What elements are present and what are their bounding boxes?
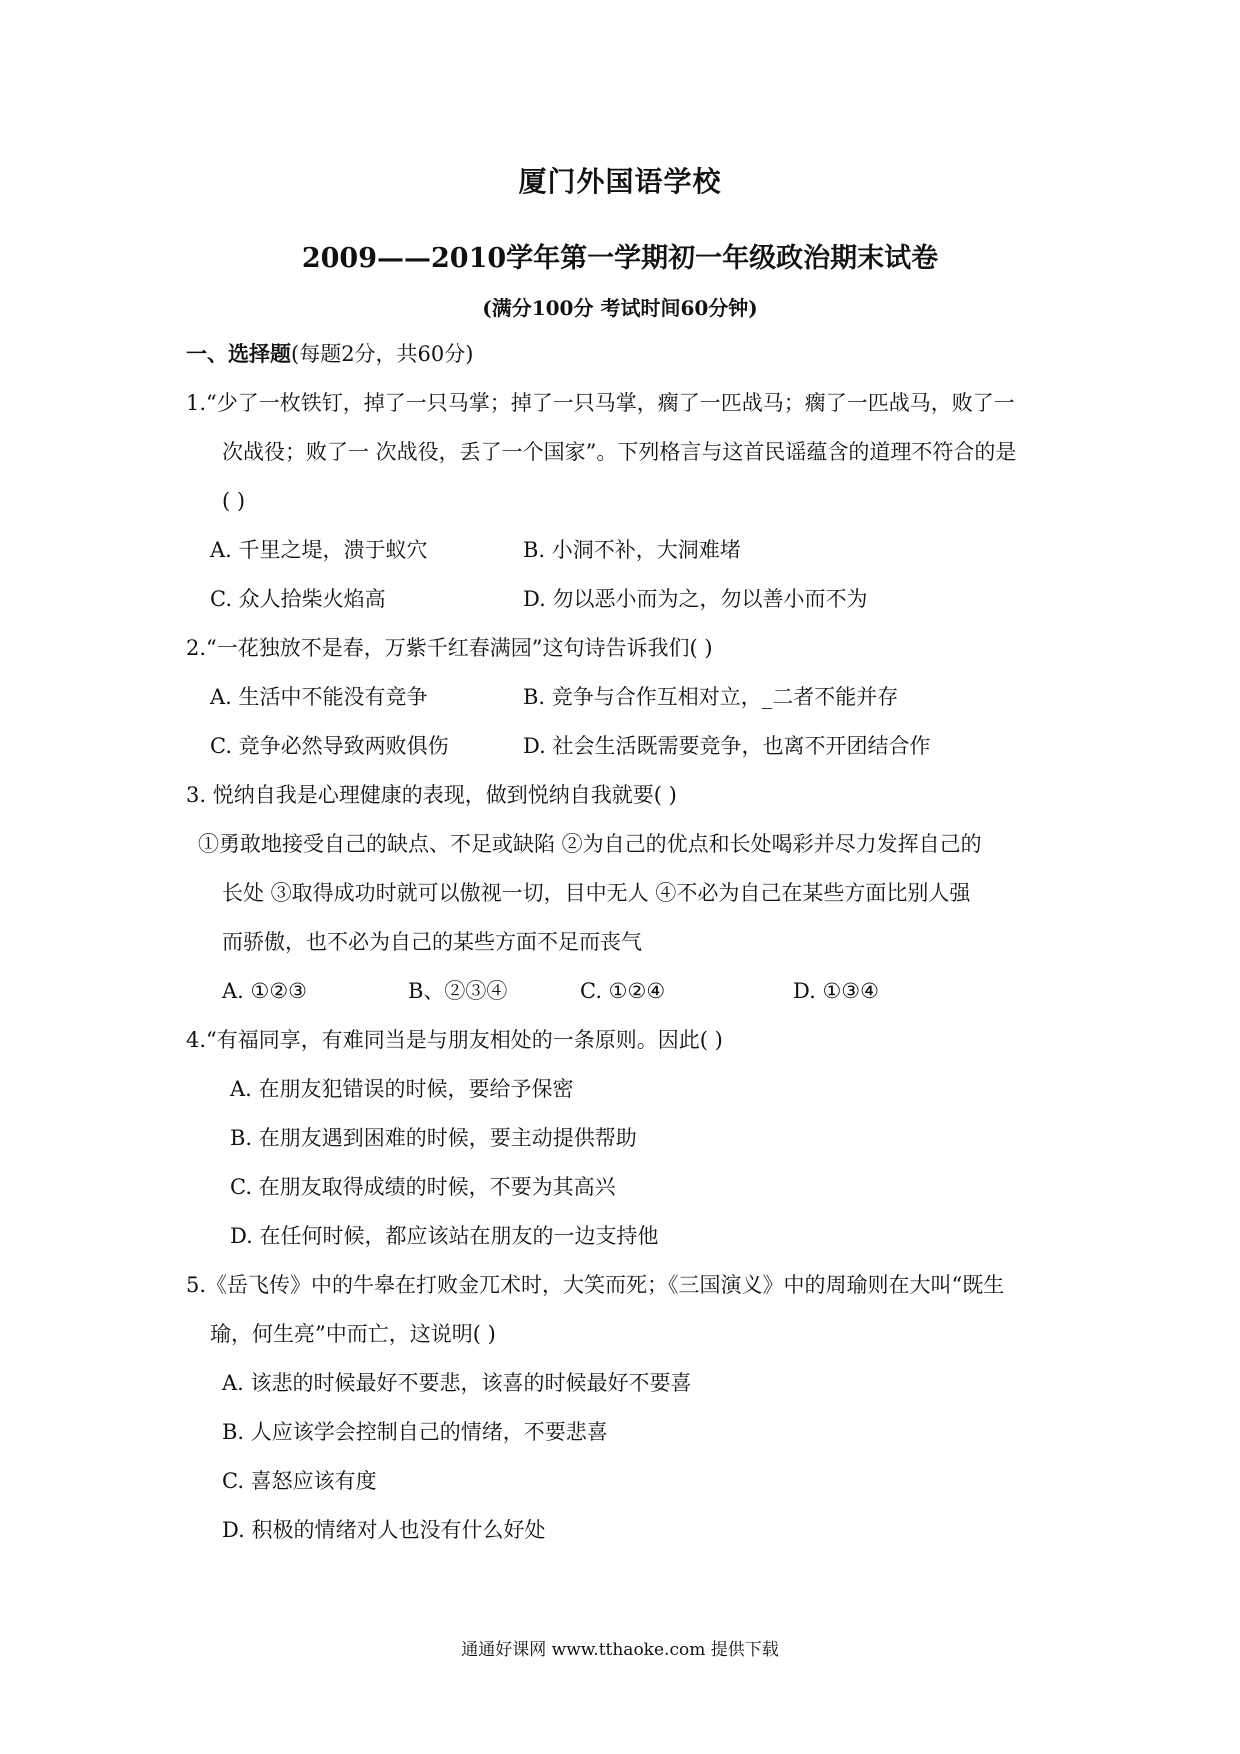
q5-option-a: A. 该悲的时候最好不要悲，该喜的时候最好不要喜 xyxy=(222,1371,692,1395)
q3-stem: 3. 悦纳自我是心理健康的表现，做到悦纳自我就要( ) xyxy=(186,783,677,807)
exam-title: 2009——2010学年第一学期初一年级政治期末试卷 xyxy=(301,243,939,274)
q3-option-c: C. ①②④ xyxy=(580,979,666,1003)
q3-statement-line3: 而骄傲，也不必为自己的某些方面不足而丧气 xyxy=(222,930,642,954)
footer-credit: 通通好课网 www.tthaoke.com 提供下载 xyxy=(461,1640,779,1660)
q2-option-d: D. 社会生活既需要竞争，也离不开团结合作 xyxy=(523,734,931,758)
q4-option-b: B. 在朋友遇到困难的时候，要主动提供帮助 xyxy=(230,1126,637,1150)
q1-option-c: C. 众人拾柴火焰高 xyxy=(210,587,386,611)
q3-option-a: A. ①②③ xyxy=(222,979,307,1003)
q2-option-c: C. 竞争必然导致两败俱伤 xyxy=(210,734,449,758)
q2-option-a: A. 生活中不能没有竞争 xyxy=(210,685,428,709)
school-name: 厦门外国语学校 xyxy=(518,165,722,198)
section-title: 一、选择题 xyxy=(186,341,291,366)
section-heading xyxy=(186,339,473,369)
exam-info: (满分100分 考试时间60分钟) xyxy=(482,296,758,320)
q3-statement-line2: 长处 ③取得成功时就可以傲视一切，目中无人 ④不必为自己在某些方面比别人强 xyxy=(222,881,971,905)
q1-option-a: A. 千里之堤，溃于蚁穴 xyxy=(210,538,428,562)
q5-option-b: B. 人应该学会控制自己的情绪，不要悲喜 xyxy=(222,1420,608,1444)
q1-stem-line1: 1.“少了一枚铁钉，掉了一只马掌；掉了一只马掌，瘸了一匹战马；瘸了一匹战马，败了一 xyxy=(186,391,1015,415)
q1-option-b: B. 小洞不补，大洞难堵 xyxy=(523,538,741,562)
q5-option-d: D. 积极的情绪对人也没有什么好处 xyxy=(222,1518,546,1542)
q4-stem: 4.“有福同享，有难同当是与朋友相处的一条原则。因此( ) xyxy=(186,1028,723,1052)
q3-statement-line1: ①勇敢地接受自己的缺点、不足或缺陷 ②为自己的优点和长处喝彩并尽力发挥自己的 xyxy=(198,832,982,856)
q4-option-c: C. 在朋友取得成绩的时候，不要为其高兴 xyxy=(230,1175,616,1199)
q3-option-d: D. ①③④ xyxy=(793,979,879,1003)
q5-stem-line2: 瑜，何生亮”中而亡，这说明( ) xyxy=(210,1322,496,1346)
q5-stem-line1: 5.《岳飞传》中的牛皋在打败金兀术时，大笑而死；《三国演义》中的周瑜则在大叫“既生 xyxy=(186,1273,1005,1297)
q4-option-d: D. 在任何时候，都应该站在朋友的一边支持他 xyxy=(230,1224,659,1248)
section-note: (每题2分，共60分) xyxy=(291,342,474,366)
q1-stem-line3: ( ) xyxy=(222,489,246,513)
q5-option-c: C. 喜怒应该有度 xyxy=(222,1469,377,1493)
q3-option-b: B、②③④ xyxy=(408,979,508,1003)
q4-option-a: A. 在朋友犯错误的时候，要给予保密 xyxy=(230,1077,574,1101)
q1-option-d: D. 勿以恶小而为之，勿以善小而不为 xyxy=(523,587,868,611)
q1-stem-line2: 次战役；败了一 次战役，丢了一个国家”。下列格言与这首民谣蕴含的道理不符合的是 xyxy=(222,440,1017,464)
q2-stem: 2.“一花独放不是春，万紫千红春满园”这句诗告诉我们( ) xyxy=(186,636,713,660)
q2-option-b: B. 竞争与合作互相对立，_二者不能并存 xyxy=(523,685,899,709)
